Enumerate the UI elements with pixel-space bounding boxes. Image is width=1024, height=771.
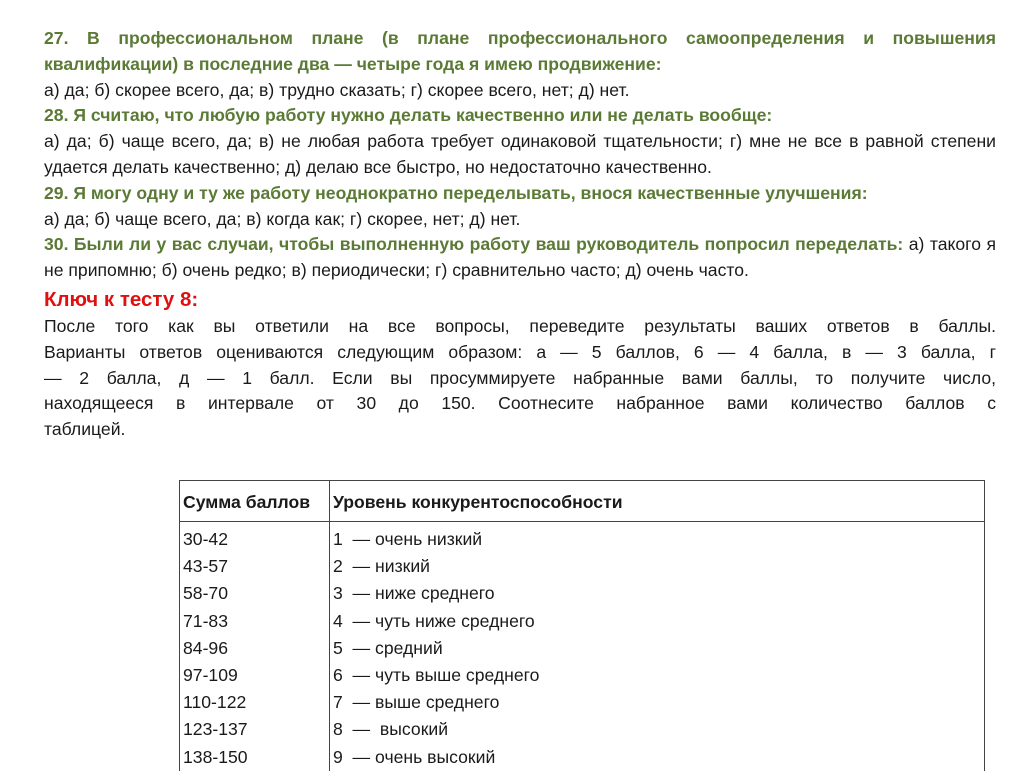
question-27-title: 27. В профессиональном плане (в плане профессионального самоопределения и повышения квалификации) в последние два — четыре года я имею продвижение:	[44, 28, 996, 74]
level-item: 7 — выше среднего	[333, 692, 500, 713]
key-line-1: После того как вы ответили на все вопросы, переведите результаты ваших ответов в баллы.	[44, 315, 996, 336]
range-item: 58-70	[183, 583, 228, 604]
range-item: 97-109	[183, 665, 238, 686]
level-item: 8 — высокий	[333, 719, 449, 740]
level-item: 6 — чуть выше среднего	[333, 665, 540, 686]
levels-cell	[330, 522, 985, 771]
level-item: 9 — очень высокий	[333, 746, 496, 767]
key-instructions	[44, 314, 996, 443]
level-item: 1 — очень низкий	[333, 529, 483, 549]
key-line-2: Варианты ответов оцениваются следующим образом: а — 5 баллов, 6 — 4 балла, в — 3 балла, г	[44, 341, 996, 362]
question-28-answers: а) да; б) чаще всего, да; в) не любая работа требует одинаковой тщательности; г) мне не все в равной степени удается делать качественно; д) делаю все быстро, но недостаточно качественно.	[44, 131, 996, 177]
level-item: 4 — чуть ниже среднего	[333, 610, 535, 631]
range-item: 110-122	[183, 692, 247, 713]
range-item: 71-83	[183, 610, 228, 631]
key-line-4: находящееся в интервале от 30 до 150. Соотнесите набранное вами количество баллов с	[44, 393, 996, 414]
table-row	[180, 522, 985, 771]
question-27-answers: а) да; б) скорее всего, да; в) трудно сказать; г) скорее всего, нет; д) нет.	[44, 79, 630, 100]
range-item: 84-96	[183, 637, 228, 658]
question-30-title: 30. Были ли у вас случаи, чтобы выполненную работу ваш руководитель попросил переделать:	[44, 234, 904, 255]
question-29-title: 29. Я могу одну и ту же работу неоднократно переделывать, внося качественные улучшения:	[44, 182, 868, 203]
level-item: 3 — ниже среднего	[333, 583, 495, 604]
question-30-answers: а) такого я не припомню; б) очень редко; в) периодически; г) сравнительно часто; д) очень часто.	[44, 234, 996, 281]
score-table	[179, 480, 985, 771]
range-item: 30-42	[183, 529, 228, 549]
header-competitiveness-level: Уровень конкурентоспособности	[330, 481, 985, 522]
key-title: Ключ к тесту 8:	[44, 287, 199, 311]
range-item: 123-137	[183, 719, 248, 740]
range-item: 43-57	[183, 556, 228, 577]
document-page	[44, 26, 996, 443]
question-29-answers: а) да; б) чаще всего, да; в) когда как; г) скорее, нет; д) нет.	[44, 208, 521, 229]
question-30-block	[44, 232, 996, 284]
key-line-5: таблицей.	[44, 419, 126, 440]
header-score-sum: Сумма баллов	[180, 481, 330, 522]
key-line-3: — 2 балла, д — 1 балл. Если вы просуммируете набранные вами баллы, то получите число,	[44, 367, 996, 388]
table-header-row	[180, 481, 985, 522]
range-item: 138-150	[183, 746, 248, 767]
question-28-title: 28. Я считаю, что любую работу нужно делать качественно или не делать вообще:	[44, 105, 773, 126]
level-item: 5 — средний	[333, 637, 443, 658]
level-item: 2 — низкий	[333, 556, 431, 577]
ranges-cell	[180, 522, 330, 771]
